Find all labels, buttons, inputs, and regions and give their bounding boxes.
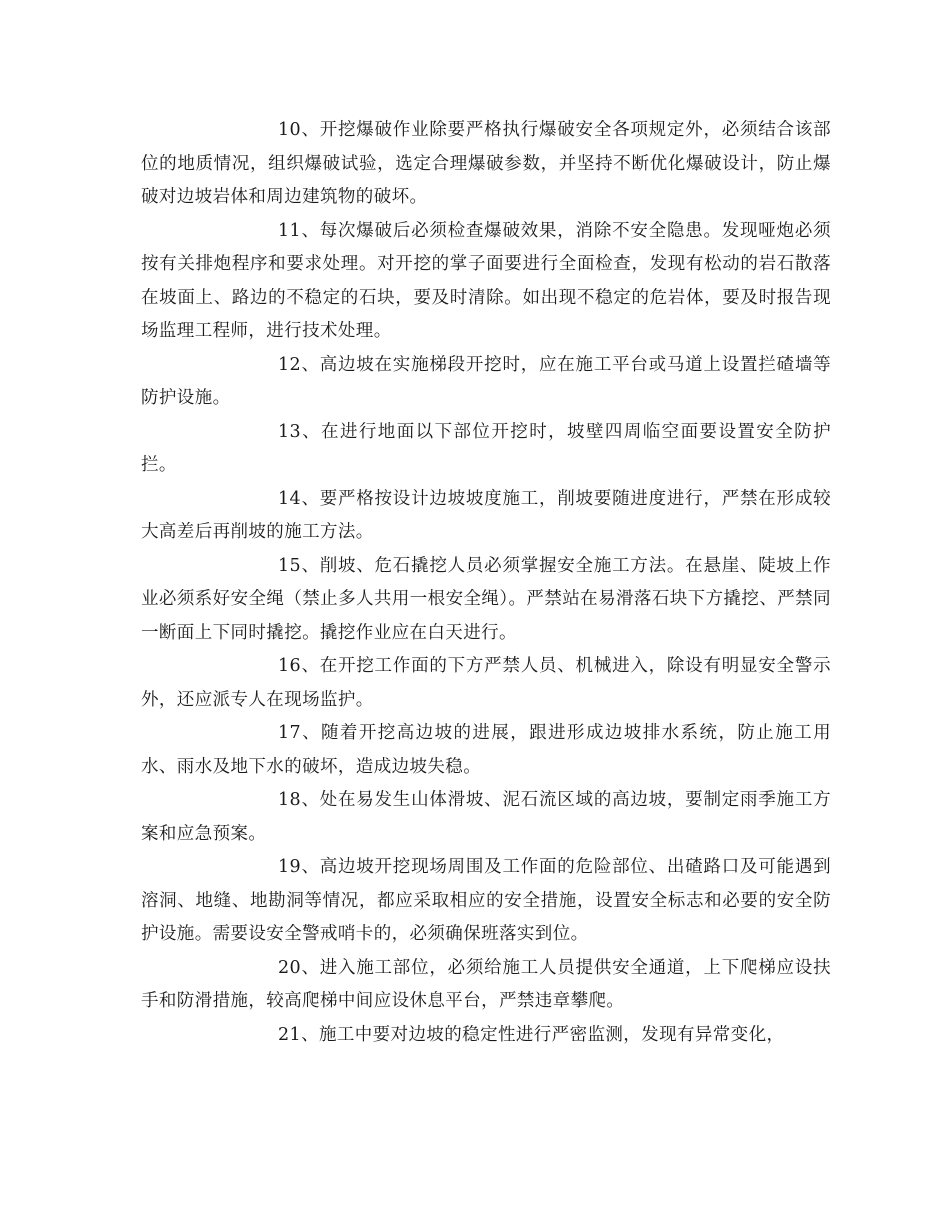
paragraph-20: 20、进入施工部位，必须给施工人员提供安全通道，上下爬梯应设扶手和防滑措施，较高爬梯中间应设休息平台，严禁违章攀爬。 xyxy=(141,957,831,1011)
paragraph-10: 10、开挖爆破作业除要严格执行爆破安全各项规定外，必须结合该部位的地质情况，组织爆破试验，选定合理爆破参数，并坚持不断优化爆破设计，防止爆破对边坡岩体和周边建筑物的破坏。 xyxy=(141,120,831,207)
paragraph-13: 13、在进行地面以下部位开挖时，坡壁四周临空面要设置安全防护拦。 xyxy=(141,421,831,475)
paragraph-17: 17、随着开挖高边坡的进展，跟进形成边坡排水系统，防止施工用水、雨水及地下水的破坏，造成边坡失稳。 xyxy=(141,723,831,777)
paragraph-21: 21、施工中要对边坡的稳定性进行严密监测，发现有异常变化， xyxy=(278,1024,785,1045)
paragraph-18: 18、处在易发生山体滑坡、泥石流区域的高边坡，要制定雨季施工方案和应急预案。 xyxy=(141,790,831,844)
paragraph-14: 14、要严格按设计边坡坡度施工，削坡要随进度进行，严禁在形成较大高差后再削坡的施工方法。 xyxy=(141,488,831,542)
paragraph-11: 11、每次爆破后必须检查爆破效果，消除不安全隐患。发现哑炮必须按有关排炮程序和要求处理。对开挖的掌子面要进行全面检查，发现有松动的岩石散落在坡面上、路边的不稳定的石块，要及时清除。如出现不稳定的危岩体，要及时报告现场监理工程师，进行技术处理。 xyxy=(141,220,831,341)
paragraph-19: 19、高边坡开挖现场周围及工作面的危险部位、出碴路口及可能遇到溶洞、地缝、地勘洞等情况，都应采取相应的安全措施，设置安全标志和必要的安全防护设施。需要设安全警戒哨卡的，必须确保班落实到位。 xyxy=(141,857,831,944)
document-body xyxy=(141,114,831,1052)
paragraph-16: 16、在开挖工作面的下方严禁人员、机械进入，除设有明显安全警示外，还应派专人在现场监护。 xyxy=(141,656,831,710)
paragraph-12: 12、高边坡在实施梯段开挖时，应在施工平台或马道上设置拦碴墙等防护设施。 xyxy=(141,354,831,408)
paragraph-15: 15、削坡、危石撬挖人员必须掌握安全施工方法。在悬崖、陡坡上作业必须系好安全绳（禁止多人共用一根安全绳）。严禁站在易滑落石块下方撬挖、严禁同一断面上下同时撬挖。撬挖作业应在白天进行。 xyxy=(141,555,831,643)
